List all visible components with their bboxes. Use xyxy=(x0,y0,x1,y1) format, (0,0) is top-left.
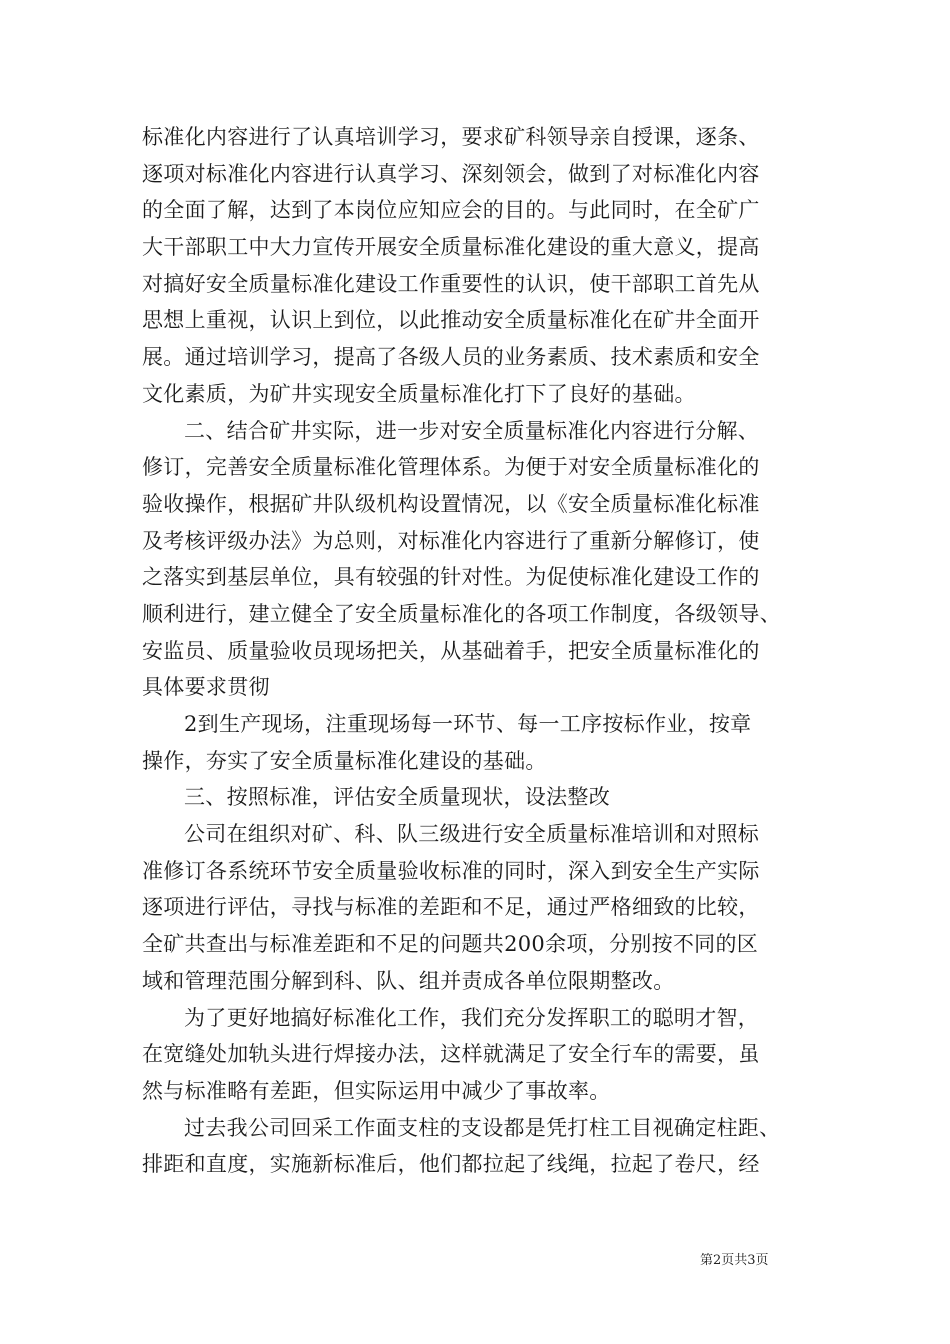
text-line: 对搞好安全质量标准化建设工作重要性的认识，使干部职工首先从 xyxy=(142,271,760,296)
text-line: 的全面了解，达到了本岗位应知应会的目的。与此同时，在全矿广 xyxy=(142,198,760,223)
text-line: 展。通过培训学习，提高了各级人员的业务素质、技术素质和安全 xyxy=(142,345,760,370)
text-line: 具体要求贯彻 xyxy=(142,675,270,700)
text-line: 二、结合矿井实际，进一步对安全质量标准化内容进行分解、 xyxy=(184,418,760,443)
page-number-footer: 第2页共3页 xyxy=(700,1253,769,1268)
text-line: 逐项进行评估，寻找与标准的差距和不足，通过严格细致的比较， xyxy=(142,895,760,920)
text-line: 及考核评级办法》为总则，对标准化内容进行了重新分解修订，使 xyxy=(142,528,760,553)
text-line: 全矿共查出与标准差距和不足的问题共200余项，分别按不同的区 xyxy=(142,932,759,957)
text-line: 2到生产现场，注重现场每一环节、每一工序按标作业，按章 xyxy=(184,712,752,736)
text-line: 修订，完善安全质量标准化管理体系。为便于对安全质量标准化的 xyxy=(142,455,760,480)
text-line: 过去我公司回采工作面支柱的支设都是凭打柱工目视确定柱距、 xyxy=(184,1115,781,1140)
text-line: 操作，夯实了安全质量标准化建设的基础。 xyxy=(142,748,547,773)
text-line: 公司在组织对矿、科、队三级进行安全质量标准培训和对照标 xyxy=(184,822,760,847)
text-line: 标准化内容进行了认真培训学习，要求矿科领导亲自授课，逐条、 xyxy=(142,125,760,149)
text-line: 验收操作，根据矿井队级机构设置情况，以《安全质量标准化标准 xyxy=(142,491,760,516)
text-line: 在宽缝处加轨头进行焊接办法，这样就满足了安全行车的需要，虽 xyxy=(142,1042,760,1067)
text-line: 逐项对标准化内容进行认真学习、深刻领会，做到了对标准化内容 xyxy=(142,161,760,186)
text-line: 排距和直度，实施新标准后，他们都拉起了线绳，拉起了卷尺，经 xyxy=(142,1152,760,1177)
text-line: 然与标准略有差距，但实际运用中减少了事故率。 xyxy=(142,1078,611,1103)
text-line: 之落实到基层单位，具有较强的针对性。为促使标准化建设工作的 xyxy=(142,565,760,590)
document-body xyxy=(142,119,832,1183)
text-line: 文化素质，为矿井实现安全质量标准化打下了良好的基础。 xyxy=(142,381,696,406)
text-line: 大干部职工中大力宣传开展安全质量标准化建设的重大意义，提高 xyxy=(142,235,760,260)
text-line: 安监员、质量验收员现场把关，从基础着手，把安全质量标准化的 xyxy=(142,638,760,663)
text-line: 三、按照标准，评估安全质量现状，设法整改 xyxy=(184,785,610,810)
text-line: 准修订各系统环节安全质量验收标准的同时，深入到安全生产实际 xyxy=(142,858,760,883)
text-line: 域和管理范围分解到科、队、组并责成各单位限期整改。 xyxy=(142,968,675,993)
text-line: 思想上重视，认识上到位，以此推动安全质量标准化在矿井全面开 xyxy=(142,308,760,333)
text-line: 顺利进行，建立健全了安全质量标准化的各项工作制度，各级领导、 xyxy=(142,601,781,626)
text-line: 为了更好地搞好标准化工作，我们充分发挥职工的聪明才智， xyxy=(184,1005,760,1030)
